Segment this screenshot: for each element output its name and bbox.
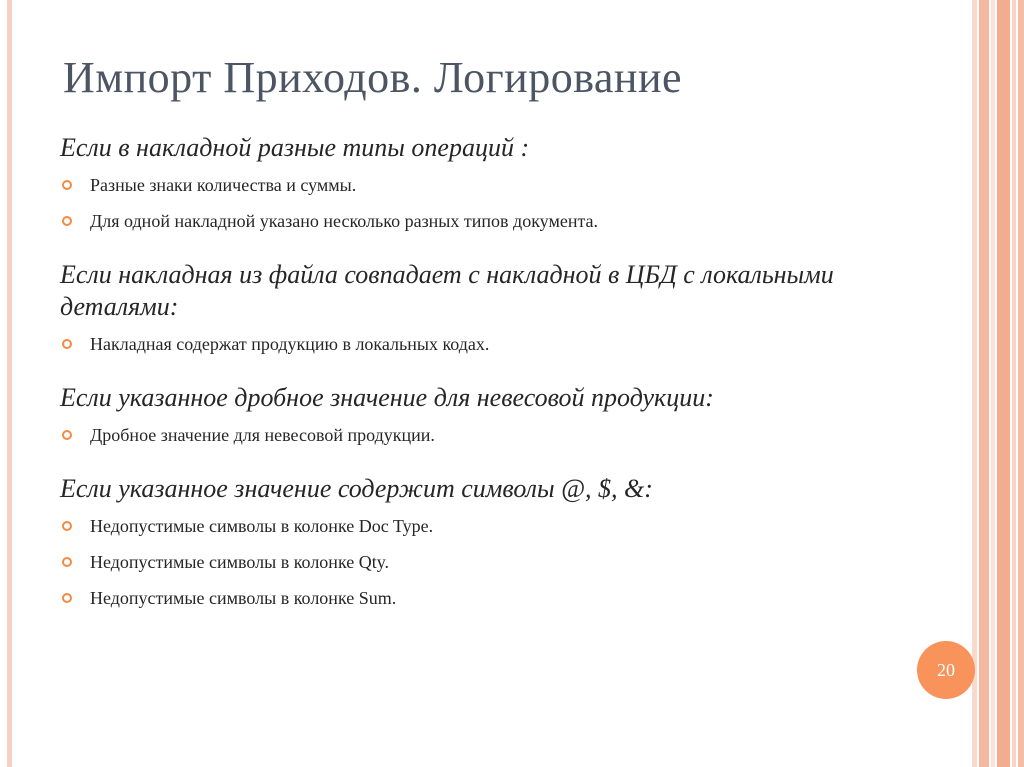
- ring-bullet-icon: [62, 339, 72, 349]
- bullet-list: [60, 424, 920, 446]
- section-fractional-value: [60, 382, 920, 446]
- list-item: [60, 587, 920, 609]
- list-item-text: Накладная содержат продукцию в локальных кодах.: [90, 334, 490, 354]
- section-local-details: [60, 259, 920, 355]
- section-operation-types: [60, 132, 920, 232]
- list-item: [60, 174, 920, 196]
- list-item-text: Разные знаки количества и суммы.: [90, 175, 357, 195]
- section-heading: Если указанное дробное значение для невесовой продукции:: [60, 383, 714, 412]
- bullet-list: [60, 515, 920, 609]
- ring-bullet-icon: [62, 216, 72, 226]
- list-item-text: Недопустимые символы в колонке Sum.: [90, 588, 397, 608]
- section-heading: Если в накладной разные типы операций :: [60, 133, 530, 162]
- ring-bullet-icon: [62, 557, 72, 567]
- ring-bullet-icon: [62, 593, 72, 603]
- slide-title: Импорт Приходов. Логирование: [63, 53, 683, 102]
- section-heading: Если указанное значение содержит символы @, $, &:: [60, 474, 653, 503]
- list-item: [60, 424, 920, 446]
- slide-content: [60, 132, 920, 609]
- list-item-text: Дробное значение для невесовой продукции.: [90, 425, 435, 445]
- list-item-text: Недопустимые символы в колонке Qty.: [90, 552, 390, 572]
- list-item-text: Недопустимые символы в колонке Doc Type.: [90, 516, 434, 536]
- ring-bullet-icon: [62, 180, 72, 190]
- left-border-decoration: [7, 0, 12, 767]
- list-item-text: Для одной накладной указано несколько разных типов документа.: [90, 211, 599, 231]
- page-number-badge: 20: [917, 641, 975, 699]
- bullet-list: [60, 174, 920, 232]
- ring-bullet-icon: [62, 521, 72, 531]
- list-item: [60, 515, 920, 537]
- ring-bullet-icon: [62, 430, 72, 440]
- right-stripes-decoration: [972, 0, 1024, 767]
- section-invalid-symbols: [60, 473, 920, 609]
- bullet-list: [60, 333, 920, 355]
- section-heading: Если накладная из файла совпадает с накладной в ЦБД с локальными деталями:: [60, 260, 834, 321]
- list-item: [60, 210, 920, 232]
- list-item: [60, 333, 920, 355]
- list-item: [60, 551, 920, 573]
